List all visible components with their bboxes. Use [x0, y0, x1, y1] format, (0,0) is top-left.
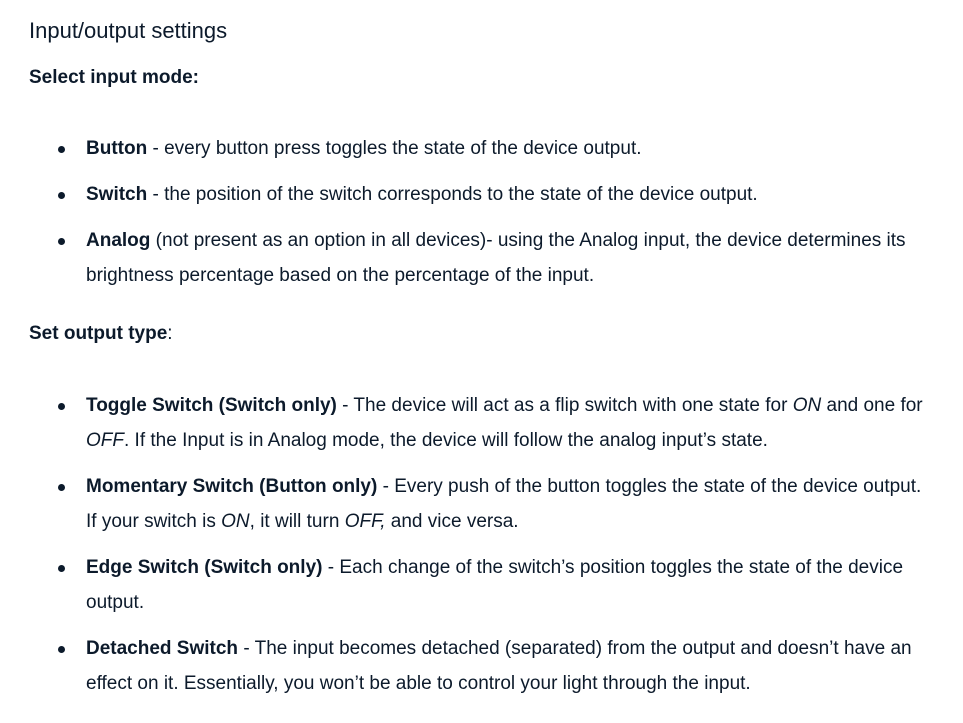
- option-description: - The input becomes detached (separated) from the output and doesn’t have an effect on it. Essentially, you won’t be able to control your light through the input.: [86, 638, 912, 694]
- state-on: ON: [792, 395, 822, 416]
- option-name: Analog: [86, 230, 151, 251]
- list-item: [29, 177, 929, 212]
- list-item: [29, 131, 929, 166]
- output-type-heading: [29, 323, 173, 345]
- list-item: [29, 469, 929, 539]
- bullet-icon: [58, 484, 65, 491]
- state-off: OFF: [86, 430, 124, 451]
- bullet-icon: [58, 146, 65, 153]
- list-item: [29, 631, 929, 701]
- option-description: - Each change of the switch’s position toggles the state of the device output.: [86, 557, 904, 613]
- option-name: Detached Switch: [86, 638, 239, 659]
- state-off: OFF,: [344, 511, 386, 532]
- state-on: ON: [221, 511, 250, 532]
- option-description: - every button press toggles the state of the device output.: [147, 138, 642, 159]
- option-name: Switch: [86, 184, 148, 205]
- list-item: [29, 550, 929, 620]
- list-item: [29, 223, 929, 293]
- output-type-heading-text: Set output type: [29, 323, 168, 344]
- option-name: Toggle Switch (Switch only): [86, 395, 337, 416]
- option-description: . If the Input is in Analog mode, the device will follow the analog input’s state.: [124, 430, 768, 451]
- list-item: [29, 388, 929, 458]
- bullet-icon: [58, 403, 65, 410]
- option-description: and vice versa.: [385, 511, 519, 532]
- input-mode-heading: Select input mode:: [29, 67, 199, 88]
- option-description: , it will turn: [249, 511, 345, 532]
- input-mode-list: [29, 131, 929, 304]
- option-description: - the position of the switch corresponds to the state of the device output.: [147, 184, 758, 205]
- option-description: and one for: [821, 395, 923, 416]
- output-type-list: [29, 388, 929, 712]
- option-description: - Every push of the button toggles the state of the device output. If your switch is: [86, 476, 922, 532]
- option-name: Edge Switch (Switch only): [86, 557, 323, 578]
- page-title: Input/output settings: [29, 18, 228, 43]
- option-description: (not present as an option in all devices)- using the Analog input, the device determines its brightness percentage based on the percentage of the input.: [86, 230, 906, 286]
- bullet-icon: [58, 646, 65, 653]
- output-type-heading-colon: :: [167, 323, 173, 344]
- option-name: Momentary Switch (Button only): [86, 476, 378, 497]
- option-description: - The device will act as a flip switch with one state for: [336, 395, 793, 416]
- bullet-icon: [58, 192, 65, 199]
- option-name: Button: [86, 138, 148, 159]
- bullet-icon: [58, 238, 65, 245]
- bullet-icon: [58, 565, 65, 572]
